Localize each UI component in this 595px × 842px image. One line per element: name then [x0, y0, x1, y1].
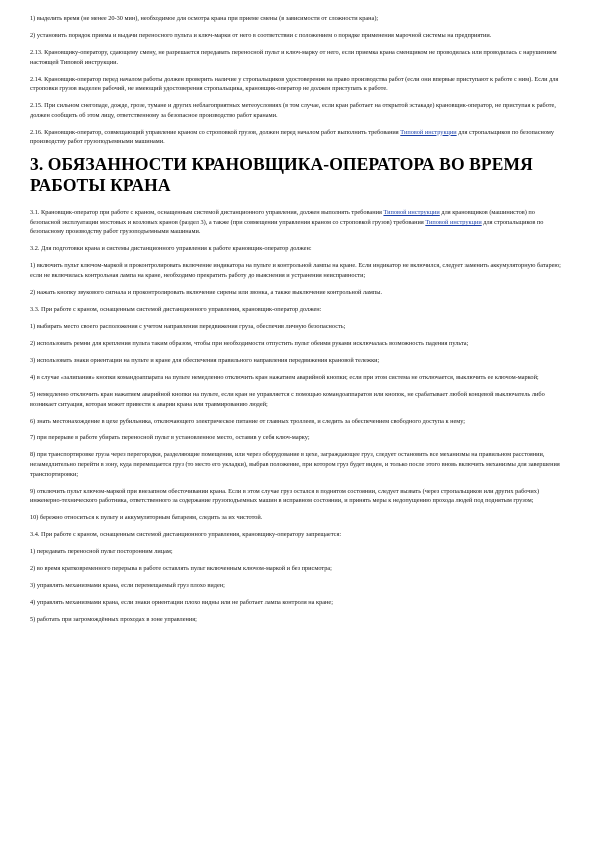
list-item: 9) отключить пульт ключом-маркой при внезапном обесточивании крана. Если в этом случае груз остался в поднятом состоянии, следует вызвать (через стропальщиков или других рабочих) инженерно-технического работника, ответственного за содержание грузоподъемных машин в исправном состоянии, и принять меры к недопущению прохода людей под поднятым грузом; — [30, 487, 540, 505]
list-item: 4) управлять механизмами крана, если знаки ориентации плохо видны или не работает лампа контроля на кране; — [30, 599, 333, 607]
list-item: 3) управлять механизмами крана, если перемещаемый груз плохо виден; — [30, 582, 225, 590]
link-typical-instruction[interactable]: Типовой инструкции — [400, 128, 457, 136]
list-item: 1) передавать переносной пульт посторонним лицам; — [30, 548, 173, 556]
paragraph-text: для крановщиков (машинистов) по безопасной эксплуатации мостовых и козловых кранов (раздел 3), а также (при совмещении управления краном со строповкой грузов) требования — [30, 209, 535, 226]
list-item: 8) при транспортировке груза через перегородки, разделяющие помещения, или через оборудование в цехе, заграждающее груз, следует остановить все механизмы на правильном расстоянии, незамедлительно перейти в зону, куда перемещается груз (то место его укладки), выбрав положение, при котором груз будет виден, и только после этого вновь включить механизмы для завершения транспортировки; — [30, 451, 560, 478]
list-item: 2) использовать ремни для крепления пульта таким образом, чтобы при необходимости отпустить пульт обеими руками исключалась возможность падения пульта; — [30, 339, 469, 347]
list-item: 5) немедленно отключить кран нажатием аварийной кнопки на пульте, если кран не управляется с помощью командоаппаратов или кнопок, не срабатывает любой концевой выключатель либо возникает ситуация, которая может привести к аварии крана или травмированию людей; — [30, 390, 545, 408]
paragraph-3-4: 3.4. При работе с краном, оснащенным системой дистанционного управления, крановщику-оператору запрещается: — [30, 531, 342, 539]
list-item: 2) во время кратковременного перерыва в работе оставлять пульт включенным ключом-маркой и без присмотра; — [30, 565, 332, 573]
paragraph-intro-1: 1) выделить время (не менее 20-30 мин), необходимое для осмотра крана при приеме смены (в зависимости от сложности крана); — [30, 15, 379, 22]
paragraph-intro-2: 2) установить порядок приема и выдачи переносного пульта и ключ-марки от него в соответствии с положением о порядке применения марочной системы на предприятии. — [30, 31, 492, 39]
paragraph-text: для стропальщиков по безопасному производству работ грузоподъемными машинами. — [30, 128, 555, 146]
list-item: 7) при перерыве в работе убирать переносной пульт в установленное место, оставив у себя ключ-марку; — [30, 434, 310, 442]
list-item: 4) в случае «залипания» кнопки командоаппарата на пульте немедленно отключить кран нажатием аварийной кнопки; если при этом система не отключается, выключить ее ключом-маркой; — [30, 373, 539, 381]
list-item: 3) использовать знаки ориентации на пульте и кране для обеспечения правильного направления передвижения крановой тележки; — [30, 356, 380, 364]
link-typical-instruction-2[interactable]: Типовой инструкции — [425, 218, 482, 226]
paragraph-2-15: 2.15. При сильном снегопаде, дожде, грозе, тумане и других неблагоприятных метеоусловиях (в том случае, если кран работает на открытой эстакаде) крановщик-оператор, не приступая к работе, должен сообщить об этом лицу, ответственному за безопасное производство работ кранами. — [30, 102, 556, 119]
paragraph-text: 3.1. Крановщик-оператор при работе с краном, оснащенным системой дистанционного управления, должен выполнять требования — [30, 209, 384, 217]
paragraph-3-1 — [30, 208, 565, 237]
section-heading: 3. ОБЯЗАННОСТИ КРАНОВЩИКА-ОПЕРАТОРА ВО ВРЕМЯ РАБОТЫ КРАНА — [30, 154, 533, 196]
list-item: 1) выбирать место своего расположения с учетом направления передвижения груза, обеспечив личную безопасность; — [30, 322, 346, 330]
paragraph-2-16 — [30, 128, 565, 147]
paragraph-3-2: 3.2. Для подготовки крана и системы дистанционного управления к работе крановщик-оператор должен: — [30, 245, 312, 253]
paragraph-text: для стропальщиков по безопасному производству работ грузоподъемными машинами. — [30, 218, 544, 236]
list-item: 1) включить пульт ключом-маркой и проконтролировать включение индикатора на пульте и контрольной лампы на кране. Если индикатор не включился, следует заменить аккумуляторную батарею; если не включилась контрольная лампа на кране, необходимо прекратить работу до выяснения и устранения неисправности; — [30, 262, 561, 280]
list-item: 10) бережно относиться к пульту и аккумуляторным батареям, следить за их чистотой. — [30, 514, 263, 522]
paragraph-3-3: 3.3. При работе с краном, оснащенным системой дистанционного управления, крановщик-оператор должен: — [30, 306, 322, 313]
paragraph-2-13: 2.13. Крановщику-оператору, сдающему смену, не разрешается передавать переносной пульт и ключ-марку от него, если приемка крана сменщиком не проводилась или проводилась с нарушением настоящей Типовой инструкции. — [30, 48, 557, 66]
paragraph-2-14: 2.14. Крановщик-оператор перед началом работы должен проверить наличие у стропальщиков удостоверения на право производства работ (если они впервые приступают к работе с ним). Если для строповки грузов выделен рабочий, не имеющий удостоверения стропальщика, крановщик-оператор не должен приступать к работе. — [30, 75, 559, 93]
list-item: 6) знать местонахождение в цехе рубильника, отключающего электрическое питание от главных троллеев, и следить за обеспечением свободного доступа к нему; — [30, 417, 466, 425]
paragraph-text: 2.16. Крановщик-оператор, совмещающий управление краном со строповкой грузов, должен перед началом работ выполнить требования — [30, 128, 401, 136]
list-item: 2) нажать кнопку звукового сигнала и проконтролировать включение сирены или звонка, а также выключение контрольной лампы. — [30, 289, 383, 297]
list-item: 5) работать при загромождённых проходах в зоне управления; — [30, 616, 197, 624]
link-typical-instruction[interactable]: Типовой инструкции — [383, 209, 440, 217]
